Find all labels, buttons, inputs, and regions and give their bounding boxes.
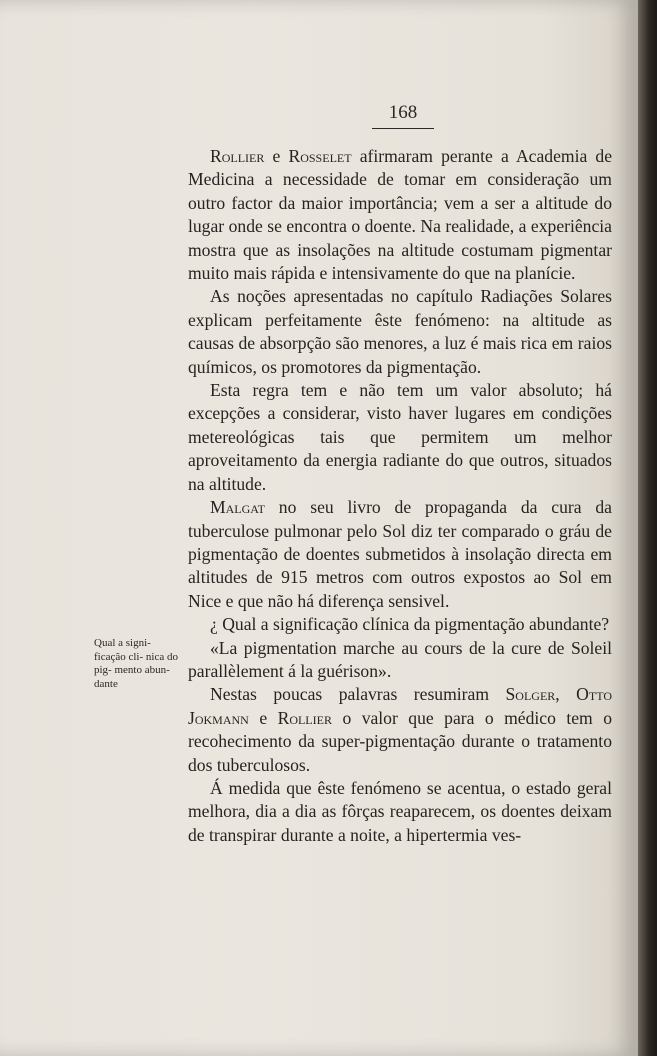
paragraph-7: [188, 683, 612, 777]
paragraph-text: afirmaram perante a Academia de Medicina a necessidade de tomar em consideração um outro factor da maior importância; vem a ser a altitude do lugar onde se encontra o doente. Na realidade, a experiência mostra que as insolações na altitude costumam pigmentar muito mais rápida e intensivamente do que na planície.: [188, 146, 612, 284]
book-binding-edge: [638, 0, 657, 1056]
paragraph-text: e: [264, 146, 289, 166]
paragraph-1: [188, 145, 612, 285]
paragraph-6-quote: «La pigmentation marche au cours de la cure de Soleil parallèlement á la guérison».: [188, 637, 612, 681]
author-name: Rollier: [210, 146, 265, 166]
author-name: Rollier: [277, 707, 332, 728]
paragraph-text: e: [248, 707, 278, 728]
author-name: Rosselet: [288, 146, 352, 166]
page-number-rule: [372, 128, 434, 129]
author-name: Malgat: [210, 497, 265, 518]
page-number: 168: [388, 102, 418, 123]
body-text: [188, 145, 612, 847]
paragraph-text: ,: [555, 684, 577, 705]
paragraph-text: o valor que para o médico tem o recohecimento da super-pigmentação durante o tratamento dos tuberculosos.: [188, 707, 612, 775]
paragraph-8: Á medida que êste fenómeno se acentua, o estado geral melhora, dia a dia as fôrças reaparecem, os doentes deixam de transpirar durante a noite, a hipertermia ves-: [188, 777, 612, 845]
paragraph-2: As noções apresentadas no capítulo Radiações Solares explicam perfeitamente êste fenómeno: na altitude as causas de absorpção são menores, a luz é mais rica em raios químicos, os promotores da pigmentação.: [188, 286, 612, 377]
author-name: Otto Jokmann: [188, 684, 612, 728]
paragraph-text: Nestas poucas palavras resumiram: [210, 684, 506, 705]
paragraph-text: no seu livro de propaganda da cura da tuberculose pulmonar pelo Sol diz ter comparado o gráu de pigmentação de doentes submetidos à insolação directa em altitudes de 915 metros com outros expostos ao Sol em Nice e que não há diferença sensivel.: [188, 497, 612, 611]
paragraph-4: [188, 496, 612, 613]
paragraph-5: ¿ Qual a significação clínica da pigmentação abundante?: [210, 614, 610, 635]
paragraph-3: Esta regra tem e não tem um valor absoluto; há excepções a considerar, visto haver lugares em condições metereológicas tais que permitem um melhor aproveitamento da energia radiante do que outros, situados na altitude.: [188, 380, 612, 494]
author-name: Solger: [505, 684, 556, 705]
margin-note: Qual a signi- ficação cli- nica do pig- mento abun- dante: [94, 637, 178, 690]
